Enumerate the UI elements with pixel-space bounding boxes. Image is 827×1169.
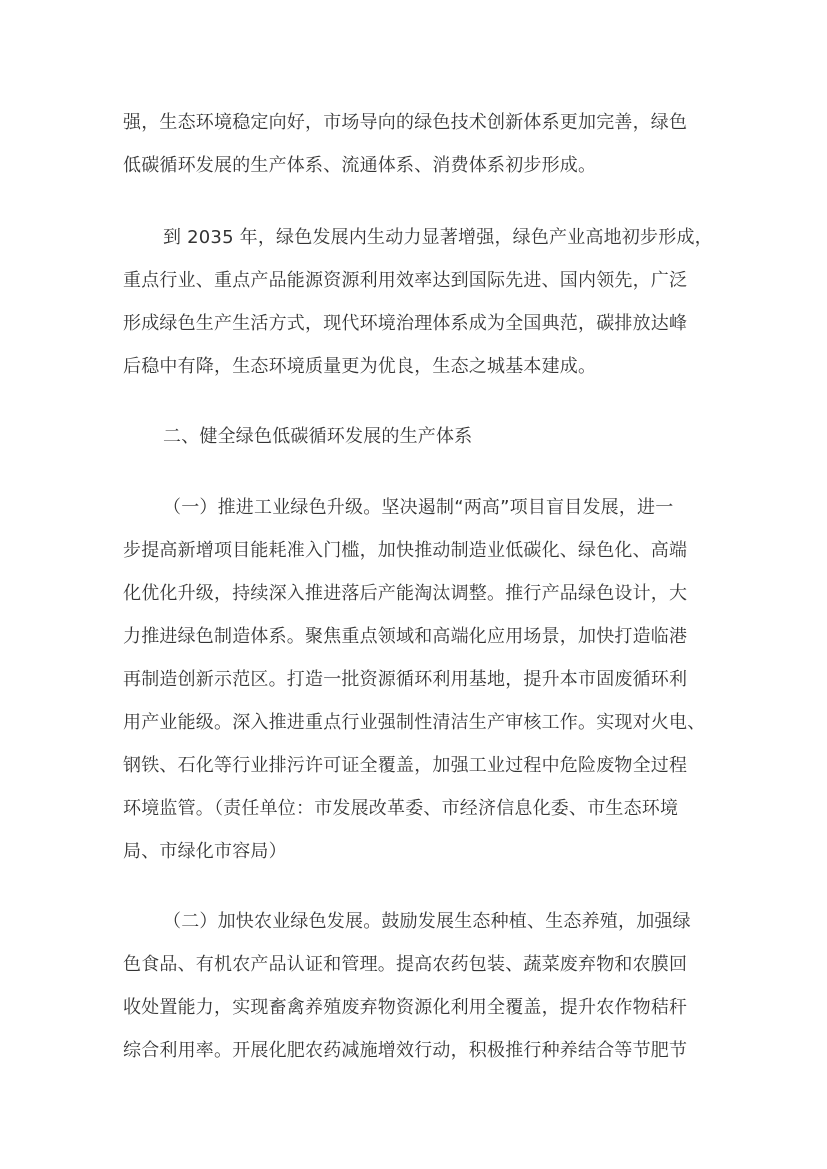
text-line: 钢铁、石化等行业排污许可证全覆盖，加强工业过程中危险废物全过程: [123, 755, 688, 776]
text-line: 步提高新增项目能耗准入门槛，加快推动制造业低碳化、绿色化、高端: [123, 540, 688, 561]
section-heading: 二、健全绿色低碳循环发展的生产体系: [163, 426, 473, 447]
text-line: 化优化升级，持续深入推进落后产能淘汰调整。推行产品绿色设计，大: [123, 583, 688, 604]
text-line: 力推进绿色制造体系。聚焦重点领域和高端化应用场景，加快打造临港: [123, 626, 688, 647]
text-line: 用产业能级。深入推进重点行业强制性清洁生产审核工作。实现对火电、: [123, 712, 706, 733]
text-line: 后稳中有降，生态环境质量更为优良，生态之城基本建成。: [123, 356, 597, 377]
text-line: 收处置能力，实现畜禽养殖废弃物资源化利用全覆盖，提升农作物秸秆: [123, 997, 688, 1018]
text-line: 强，生态环境稳定向好，市场导向的绿色技术创新体系更加完善，绿色: [123, 112, 688, 133]
text-line: 色食品、有机农产品认证和管理。提高农药包装、蔬菜废弃物和农膜回: [123, 954, 688, 975]
text-line: 到 2035 年，绿色发展内生动力显著增强，绿色产业高地初步形成，: [163, 227, 713, 248]
text-line: 低碳循环发展的生产体系、流通体系、消费体系初步形成。: [123, 155, 597, 176]
text-line: 再制造创新示范区。打造一批资源循环利用基地，提升本市固废循环利: [123, 669, 688, 690]
text-line: 形成绿色生产生活方式，现代环境治理体系成为全国典范，碳排放达峰: [123, 313, 688, 334]
text-line: 重点行业、重点产品能源资源利用效率达到国际先进、国内领先，广泛: [123, 270, 688, 291]
text-line: 局、市绿化市容局）: [123, 841, 287, 862]
text-line: 环境监管。（责任单位：市发展改革委、市经济信息化委、市生态环境: [123, 798, 679, 819]
text-line: （一）推进工业绿色升级。坚决遏制“两高”项目盲目发展，进一: [163, 497, 674, 518]
text-line: （二）加快农业绿色发展。鼓励发展生态种植、生态养殖，加强绿: [163, 911, 691, 932]
text-line: 综合利用率。开展化肥农药减施增效行动，积极推行种养结合等节肥节: [123, 1040, 688, 1061]
